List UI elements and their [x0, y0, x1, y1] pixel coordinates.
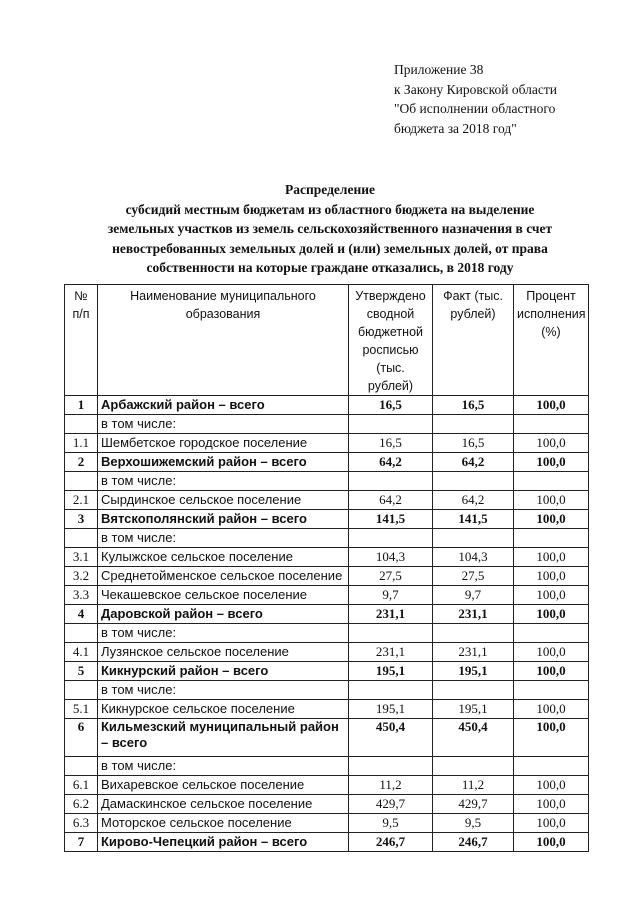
- municipality-name: Арбажский район – всего: [98, 396, 349, 415]
- municipality-name: в том числе:: [98, 624, 349, 643]
- row-number: 3.1: [65, 548, 98, 567]
- municipality-name: в том числе:: [98, 472, 349, 491]
- header-approved: Утверждено сводной бюджетной росписью (тыс. рублей): [349, 285, 433, 396]
- row-number: 3.2: [65, 567, 98, 586]
- row-number: 1.1: [65, 434, 98, 453]
- municipality-name: Кикнурский район – всего: [98, 662, 349, 681]
- approved-amount: [349, 624, 433, 643]
- table-row-settlement: [65, 548, 589, 567]
- table-row-settlement: [65, 700, 589, 719]
- approved-amount: 231,1: [349, 643, 433, 662]
- municipality-name: в том числе:: [98, 757, 349, 776]
- fact-amount: 9,5: [433, 814, 514, 833]
- table-row-district-total: [65, 453, 589, 472]
- municipality-name: Кикнурское сельское поселение: [98, 700, 349, 719]
- municipality-name: Кирово-Чепецкий район – всего: [98, 833, 349, 852]
- approved-amount: [349, 472, 433, 491]
- table-row-district-total: [65, 833, 589, 852]
- execution-percent: 100,0: [514, 719, 589, 757]
- municipality-name: Кильмезский муниципальный район – всего: [98, 719, 349, 757]
- row-number: 6: [65, 719, 98, 757]
- title-line: собственности на которые граждане отказались, в 2018 году: [146, 260, 514, 275]
- table-row-subheading: [65, 415, 589, 434]
- fact-amount: 64,2: [433, 453, 514, 472]
- municipality-name: Лузянское сельское поселение: [98, 643, 349, 662]
- fact-amount: 195,1: [433, 662, 514, 681]
- table-row-district-total: [65, 396, 589, 415]
- header-fact: Факт (тыс. рублей): [433, 285, 514, 396]
- header-percent: Процент исполнения (%): [514, 285, 589, 396]
- table-row-settlement: [65, 643, 589, 662]
- municipality-name: в том числе:: [98, 681, 349, 700]
- municipality-name: Моторское сельское поселение: [98, 814, 349, 833]
- execution-percent: 100,0: [514, 586, 589, 605]
- row-number: [65, 624, 98, 643]
- fact-amount: 64,2: [433, 491, 514, 510]
- title-line: Распределение: [284, 182, 376, 197]
- fact-amount: [433, 529, 514, 548]
- header-no: № п/п: [65, 285, 98, 396]
- table-row-settlement: [65, 776, 589, 795]
- fact-amount: [433, 757, 514, 776]
- table-row-settlement: [65, 586, 589, 605]
- fact-amount: 11,2: [433, 776, 514, 795]
- approved-amount: 246,7: [349, 833, 433, 852]
- title-line: субсидий местным бюджетам из областного бюджета на выделение: [125, 201, 535, 217]
- header-name: Наименование муниципального образования: [98, 285, 349, 396]
- execution-percent: 100,0: [514, 453, 589, 472]
- table-row-district-total: [65, 605, 589, 624]
- row-number: 2: [65, 453, 98, 472]
- municipality-name: Даровской район – всего: [98, 605, 349, 624]
- municipality-name: Верхошижемский район – всего: [98, 453, 349, 472]
- table-row-district-total: [65, 510, 589, 529]
- table-row-subheading: [65, 529, 589, 548]
- fact-amount: 195,1: [433, 700, 514, 719]
- fact-amount: 246,7: [433, 833, 514, 852]
- subsidy-table: [64, 284, 589, 852]
- approved-amount: 104,3: [349, 548, 433, 567]
- approved-amount: 141,5: [349, 510, 433, 529]
- approved-amount: 195,1: [349, 662, 433, 681]
- row-number: 3: [65, 510, 98, 529]
- execution-percent: 100,0: [514, 510, 589, 529]
- appendix-note: [394, 60, 557, 138]
- row-number: 4.1: [65, 643, 98, 662]
- approved-amount: 64,2: [349, 453, 433, 472]
- municipality-name: Вятскополянский район – всего: [98, 510, 349, 529]
- municipality-name: Вихаревское сельское поселение: [98, 776, 349, 795]
- row-number: 3.3: [65, 586, 98, 605]
- execution-percent: [514, 529, 589, 548]
- execution-percent: 100,0: [514, 700, 589, 719]
- execution-percent: 100,0: [514, 605, 589, 624]
- municipality-name: Сырдинское сельское поселение: [98, 491, 349, 510]
- table-row-subheading: [65, 757, 589, 776]
- document-title: [80, 180, 580, 278]
- row-number: 2.1: [65, 491, 98, 510]
- title-line: земельных участков из земель сельскохозяйственного назначения в счет: [107, 221, 553, 236]
- fact-amount: 16,5: [433, 434, 514, 453]
- approved-amount: [349, 415, 433, 434]
- fact-amount: 231,1: [433, 643, 514, 662]
- table-row-subheading: [65, 624, 589, 643]
- row-number: 5.1: [65, 700, 98, 719]
- execution-percent: 100,0: [514, 643, 589, 662]
- approved-amount: [349, 681, 433, 700]
- municipality-name: в том числе:: [98, 529, 349, 548]
- execution-percent: [514, 757, 589, 776]
- execution-percent: [514, 624, 589, 643]
- row-number: 5: [65, 662, 98, 681]
- row-number: [65, 415, 98, 434]
- approved-amount: 231,1: [349, 605, 433, 624]
- fact-amount: [433, 681, 514, 700]
- appendix-line: "Об исполнении областного: [394, 101, 556, 116]
- execution-percent: [514, 415, 589, 434]
- row-number: 6.2: [65, 795, 98, 814]
- table-row-settlement: [65, 491, 589, 510]
- row-number: [65, 681, 98, 700]
- fact-amount: 450,4: [433, 719, 514, 757]
- execution-percent: 100,0: [514, 814, 589, 833]
- row-number: [65, 472, 98, 491]
- appendix-line: к Закону Кировской области: [394, 81, 558, 97]
- approved-amount: 16,5: [349, 396, 433, 415]
- fact-amount: [433, 624, 514, 643]
- table-row-settlement: [65, 814, 589, 833]
- approved-amount: 11,2: [349, 776, 433, 795]
- fact-amount: 141,5: [433, 510, 514, 529]
- approved-amount: 450,4: [349, 719, 433, 757]
- table-body: [65, 396, 589, 852]
- execution-percent: 100,0: [514, 795, 589, 814]
- appendix-line: бюджета за 2018 год": [394, 120, 517, 136]
- row-number: 6.3: [65, 814, 98, 833]
- table-row-settlement: [65, 795, 589, 814]
- fact-amount: [433, 472, 514, 491]
- execution-percent: 100,0: [514, 776, 589, 795]
- execution-percent: 100,0: [514, 567, 589, 586]
- approved-amount: [349, 757, 433, 776]
- approved-amount: 195,1: [349, 700, 433, 719]
- row-number: [65, 529, 98, 548]
- row-number: 1: [65, 396, 98, 415]
- municipality-name: Чекашевское сельское поселение: [98, 586, 349, 605]
- table-row-subheading: [65, 472, 589, 491]
- table-row-subheading: [65, 681, 589, 700]
- table-row-district-total: [65, 719, 589, 757]
- table-row-district-total: [65, 662, 589, 681]
- execution-percent: 100,0: [514, 548, 589, 567]
- fact-amount: 231,1: [433, 605, 514, 624]
- execution-percent: [514, 472, 589, 491]
- fact-amount: 16,5: [433, 396, 514, 415]
- table-row-settlement: [65, 567, 589, 586]
- table-row-settlement: [65, 434, 589, 453]
- execution-percent: 100,0: [514, 396, 589, 415]
- execution-percent: 100,0: [514, 434, 589, 453]
- municipality-name: Дамаскинское сельское поселение: [98, 795, 349, 814]
- approved-amount: 27,5: [349, 567, 433, 586]
- approved-amount: 429,7: [349, 795, 433, 814]
- approved-amount: 9,5: [349, 814, 433, 833]
- fact-amount: 9,7: [433, 586, 514, 605]
- fact-amount: 429,7: [433, 795, 514, 814]
- execution-percent: [514, 681, 589, 700]
- approved-amount: 9,7: [349, 586, 433, 605]
- row-number: 6.1: [65, 776, 98, 795]
- municipality-name: Шембетское городское поселение: [98, 434, 349, 453]
- execution-percent: 100,0: [514, 491, 589, 510]
- execution-percent: 100,0: [514, 662, 589, 681]
- appendix-line: Приложение 38: [394, 62, 484, 77]
- title-line: невостребованных земельных долей и (или) земельных долей, от права: [112, 240, 548, 256]
- municipality-name: Кулыжское сельское поселение: [98, 548, 349, 567]
- municipality-name: Среднетойменское сельское поселение: [98, 567, 349, 586]
- approved-amount: [349, 529, 433, 548]
- fact-amount: 104,3: [433, 548, 514, 567]
- approved-amount: 16,5: [349, 434, 433, 453]
- approved-amount: 64,2: [349, 491, 433, 510]
- row-number: 7: [65, 833, 98, 852]
- fact-amount: 27,5: [433, 567, 514, 586]
- row-number: [65, 757, 98, 776]
- execution-percent: 100,0: [514, 833, 589, 852]
- municipality-name: в том числе:: [98, 415, 349, 434]
- row-number: 4: [65, 605, 98, 624]
- fact-amount: [433, 415, 514, 434]
